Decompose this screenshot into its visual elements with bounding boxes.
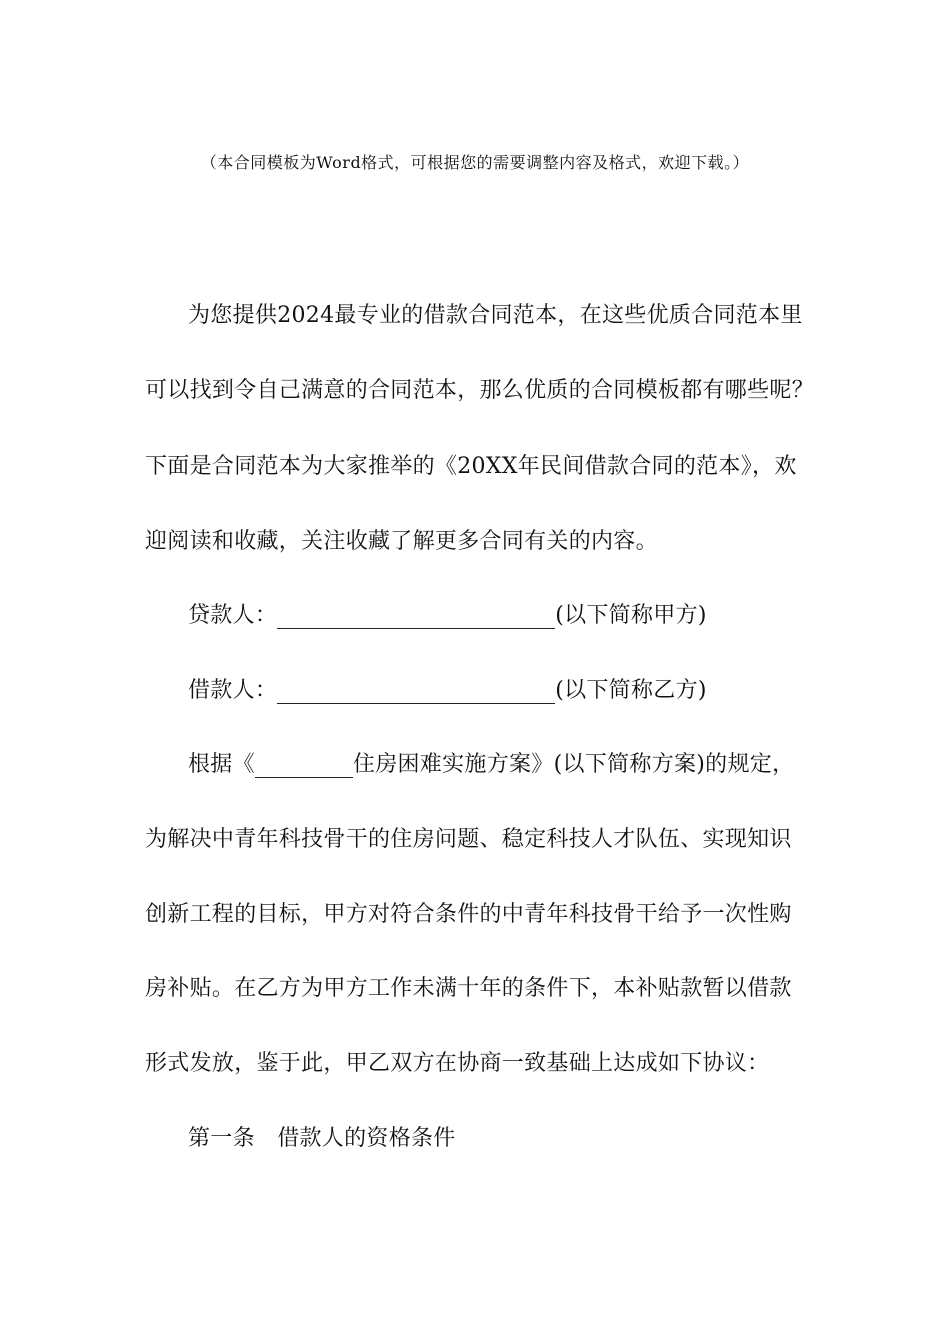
borrower-label: 借款人： — [188, 678, 278, 703]
article-1-heading: 第一条 借款人的资格条件 — [188, 1126, 456, 1151]
basis-line-4: 房补贴。在乙方为甲方工作未满十年的条件下，本补贴款暂以借款 — [145, 976, 792, 1001]
intro-line-3: 下面是合同范本为大家推举的《20XX年民间借款合同的范本》，欢 — [145, 454, 797, 479]
borrower-blank-field[interactable] — [277, 679, 555, 704]
intro-line-4: 迎阅读和收藏，关注收藏了解更多合同有关的内容。 — [145, 529, 658, 554]
intro-line-2: 可以找到令自己满意的合同范本，那么优质的合同模板都有哪些呢？ — [145, 378, 815, 403]
lender-line — [188, 598, 707, 629]
intro-line-1: 为您提供2024最专业的借款合同范本，在这些优质合同范本里 — [188, 303, 803, 328]
lender-label: 贷款人： — [188, 603, 278, 628]
basis-suffix: 住房困难实施方案》(以下简称方案)的规定， — [352, 752, 795, 777]
basis-line-3: 创新工程的目标，甲方对符合条件的中青年科技骨干给予一次性购 — [145, 902, 792, 927]
lender-suffix: (以下简称甲方) — [555, 603, 707, 628]
basis-line-5: 形式发放，鉴于此，甲乙双方在协商一致基础上达成如下协议： — [145, 1051, 770, 1076]
borrower-suffix: (以下简称乙方) — [555, 678, 707, 703]
basis-line-2: 为解决中青年科技骨干的住房问题、稳定科技人才队伍、实现知识 — [145, 827, 792, 852]
borrower-line — [188, 673, 707, 704]
lender-blank-field[interactable] — [277, 604, 555, 629]
plan-name-blank-field[interactable] — [255, 753, 353, 778]
template-note: （本合同模板为Word格式，可根据您的需要调整内容及格式，欢迎下载。） — [200, 153, 750, 172]
basis-prefix: 根据《 — [188, 752, 255, 777]
basis-line-1 — [188, 747, 794, 778]
